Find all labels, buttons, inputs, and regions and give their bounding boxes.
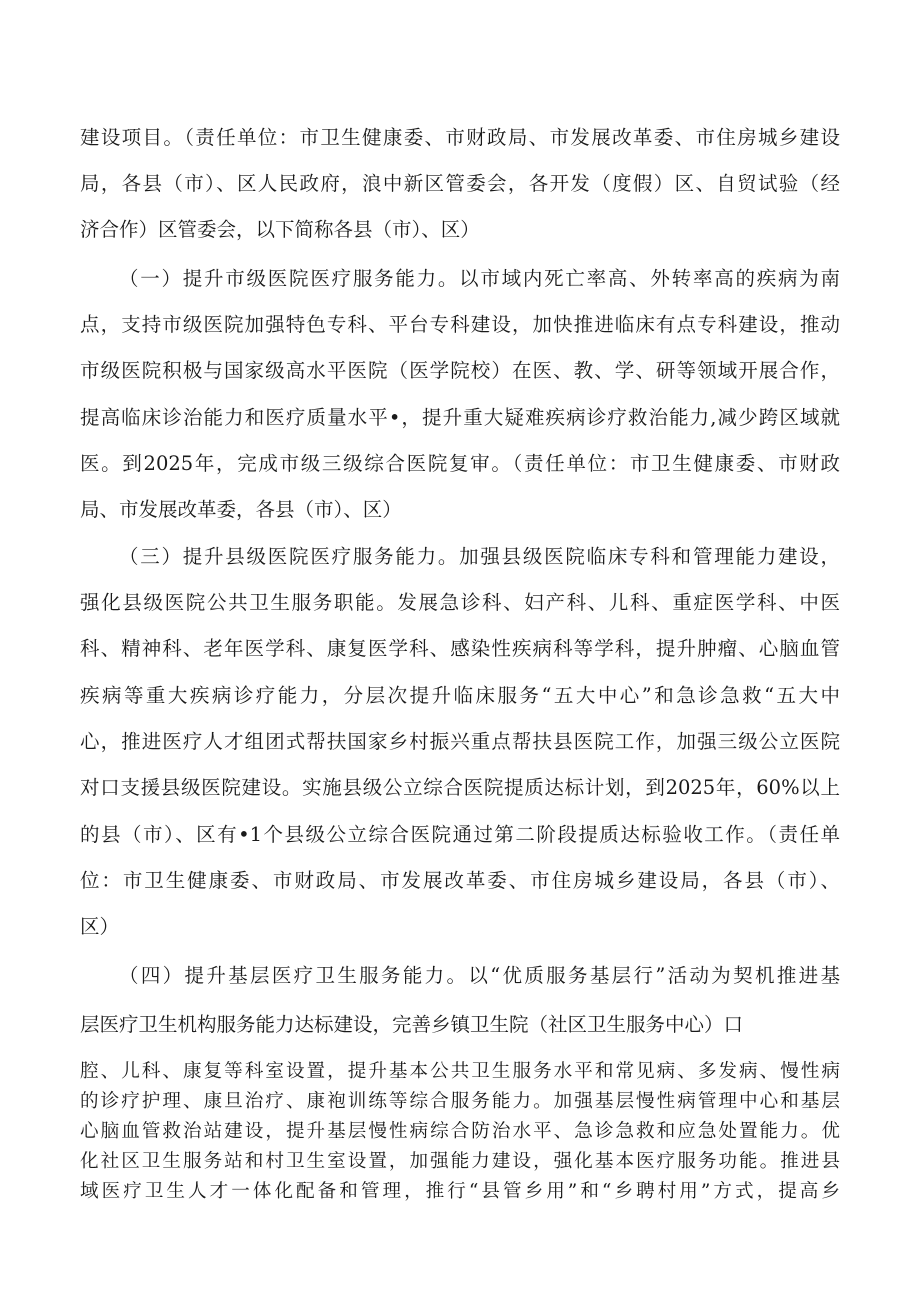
paragraph-first-line: （三）提升县级医院医疗服务能力。加强县级医院临床专科和管理能力建设， bbox=[119, 545, 840, 568]
text-line: 建设项目。（责任单位：市卫生健康委、市财政局、市发展改革委、市住房城乡建设 bbox=[80, 126, 840, 149]
text-line: 局、市发展改革委，各县（市）、区） bbox=[80, 498, 402, 521]
text-line: 区） bbox=[80, 915, 120, 938]
text-line: 心，推进医疗人才组团式帮扶国家乡村振兴重点帮扶县医院工作，加强三级公立医院 bbox=[80, 730, 840, 753]
text-line: 层医疗卫生机构服务能力达标建设，完善乡镇卫生院（社区卫生服务中心）口 bbox=[80, 1013, 744, 1036]
text-line: 的诊疗护理、康旦治疗、康袍训练等综合服务能力。加强基层慢性病管理中心和基层 bbox=[80, 1091, 840, 1112]
text-line: 强化县级医院公共卫生服务职能。发展急诊科、妇产科、儿科、重症医学科、中医 bbox=[80, 591, 840, 614]
text-line: 对口支援县级医院建设。实施县级公立综合医院提质达标计划，到2025年，60%以上 bbox=[80, 776, 840, 799]
text-line: 位：市卫生健康委、市财政局、市发展改革委、市住房城乡建设局，各县（市）、 bbox=[80, 869, 840, 892]
text-line: 济合作）区管委会，以下简称各县（市）、区） bbox=[80, 218, 480, 241]
text-line: 市级医院积极与国家级高水平医院（医学院校）在医、教、学、研等领域开展合作， bbox=[80, 359, 840, 382]
text-line: 的县（市）、区有•1个县级公立综合医院通过第二阶段提质达标验收工作。（责任单 bbox=[80, 823, 840, 846]
text-line: 医。到2025年，完成市级三级综合医院复审。（责任单位：市卫生健康委、市财政 bbox=[80, 452, 840, 475]
text-line: 点，支持市级医院加强特色专科、平台专科建设，加快推进临床有点专科建设，推动 bbox=[80, 313, 840, 336]
text-line: 疾病等重大疾病诊疗能力，分层次提升临床服务“五大中心”和急诊急救“五大中 bbox=[80, 684, 840, 707]
text-line: 局，各县（市）、区人民政府，浪中新区管委会，各开发（度假）区、自贸试验（经 bbox=[80, 172, 840, 195]
text-line: 提高临床诊治能力和医疗质量水平•，提升重大疑难疾病诊疗救治能力,减少跨区域就 bbox=[80, 406, 840, 429]
paragraph-first-line: （一）提升市级医院医疗服务能力。以市域内死亡率高、外转率高的疾病为南 bbox=[119, 267, 840, 290]
text-line: 化社区卫生服务站和村卫生室设置，加强能力建设，强化基本医疗服务功能。推进县 bbox=[80, 1151, 840, 1172]
text-line: 域医疗卫生人才一体化配备和管理，推行“县管乡用”和“乡聘村用”方式，提高乡 bbox=[80, 1181, 840, 1202]
paragraph-first-line: （四）提升基层医疗卫生服务能力。以“优质服务基层行”活动为契机推进基 bbox=[119, 964, 840, 987]
text-line: 心脑血管救治站建设，提升基层慢性病综合防治水平、急诊急救和应急处置能力。优 bbox=[80, 1121, 840, 1142]
text-line: 科、精神科、老年医学科、康复医学科、感染性疾病科等学科，提升肿瘤、心脑血管 bbox=[80, 637, 840, 660]
text-line: 腔、儿科、康复等科室设置，提升基本公共卫生服务水平和常见病、多发病、慢性病 bbox=[80, 1061, 840, 1082]
